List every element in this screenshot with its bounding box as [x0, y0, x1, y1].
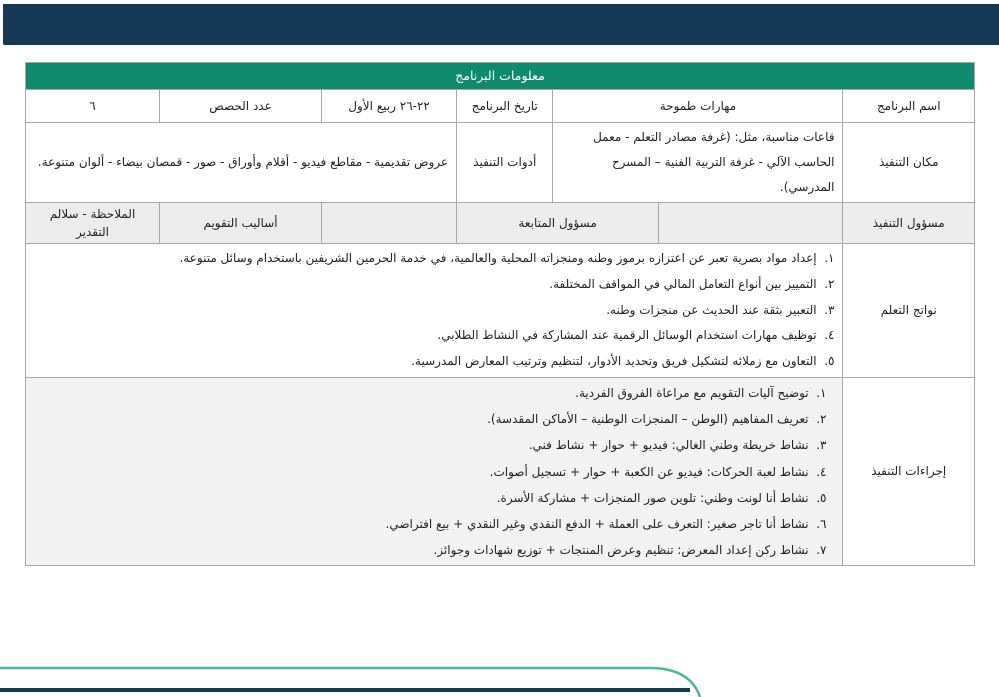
- followup-label: مسؤول المتابعة: [457, 203, 659, 244]
- tools-value: عروض تقديمية - مقاطع فيديو - أقلام وأوراق - صور - قمصان بيضاء - ألوان متنوعة.: [26, 123, 457, 203]
- evaluation-value: الملاحظة - سلالم التقدير: [26, 203, 160, 244]
- procedures-list: [34, 380, 834, 563]
- list-item: ٣. نشاط خريطة وطني الغالي: فيديو + حوار + نشاط فني.: [528, 438, 827, 453]
- procedures-label: إجراءات التنفيذ: [843, 377, 975, 565]
- list-item: ٤. توظيف مهارات استخدام الوسائل الرقمية عند المشاركة في النشاط الطلابي.: [437, 328, 835, 343]
- executor-value: [659, 203, 843, 244]
- tools-label: أدوات التنفيذ: [457, 123, 553, 203]
- place-label: مكان التنفيذ: [843, 123, 975, 203]
- program-name-label: اسم البرنامج: [843, 90, 975, 123]
- list-item: ١. توضيح آليات التقويم مع مراعاة الفروق الفردية.: [575, 385, 827, 400]
- list-item: ٦. نشاط أنا تاجر صغير: التعرف على العملة + الدفع النقدي وغير النقدي + بيع افتراضي.: [385, 517, 827, 531]
- list-item: ٥. نشاط أنا لونت وطني: تلوين صور المنجزات + مشاركة الأسرة.: [496, 490, 827, 505]
- outcomes-label: نواتج التعلم: [843, 244, 975, 378]
- outcomes-cell: [26, 244, 843, 378]
- program-info-table: [25, 62, 975, 566]
- program-date-label: تاريخ البرنامج: [457, 90, 553, 123]
- evaluation-label: أساليب التقويم: [160, 203, 322, 244]
- header-banner: [3, 4, 999, 45]
- list-item: ٣. التعبير بثقة عند الحديث عن منجزات وطنه.: [606, 302, 835, 317]
- program-date-value: ٢٢-٢٦ ربيع الأول: [322, 90, 457, 123]
- list-item: ٤. نشاط لعبة الحركات: فيديو عن الكعبة + حوار + تسجيل أصوات.: [489, 464, 827, 479]
- list-item: ٢. تعريف المفاهيم (الوطن – المنجزات الوطنية – الأماكن المقدسة).: [487, 412, 827, 427]
- executor-label: مسؤول التنفيذ: [843, 203, 975, 244]
- list-item: ٥. التعاون مع زملائه لتشكيل فريق وتحديد الأدوار، لتنظيم وترتيب المعارض المدرسية.: [411, 354, 835, 369]
- footer-decoration: [0, 650, 999, 697]
- procedures-cell: [26, 377, 843, 565]
- outcomes-list: [34, 246, 834, 375]
- place-value: قاعات مناسبة، مثل: (غرفة مصادر التعلم - معمل الحاسب الآلي - غرفة التربية الفنية – المسرح المدرسي).: [553, 123, 843, 203]
- list-item: ٢. التمييز بين أنواع التعامل المالي في المواقف المختلفة.: [549, 276, 835, 291]
- followup-value: [322, 203, 457, 244]
- table-title: معلومات البرنامج: [26, 63, 975, 90]
- sessions-count-label: عدد الحصص: [160, 90, 322, 123]
- program-name-value: مهارات طموحة: [553, 90, 843, 123]
- list-item: ٧. نشاط ركن إعداد المعرض: تنظيم وعرض المنتجات + توزيع شهادات وجوائز.: [433, 543, 827, 558]
- list-item: ١. إعداد مواد بصرية تعبر عن اعتزازه برموز وطنه ومنجزاته المحلية والعالمية، في خدمة الحرمين الشريفين باستخدام وسائل متنوعة.: [179, 251, 835, 265]
- sessions-count-value: ٦: [26, 90, 160, 123]
